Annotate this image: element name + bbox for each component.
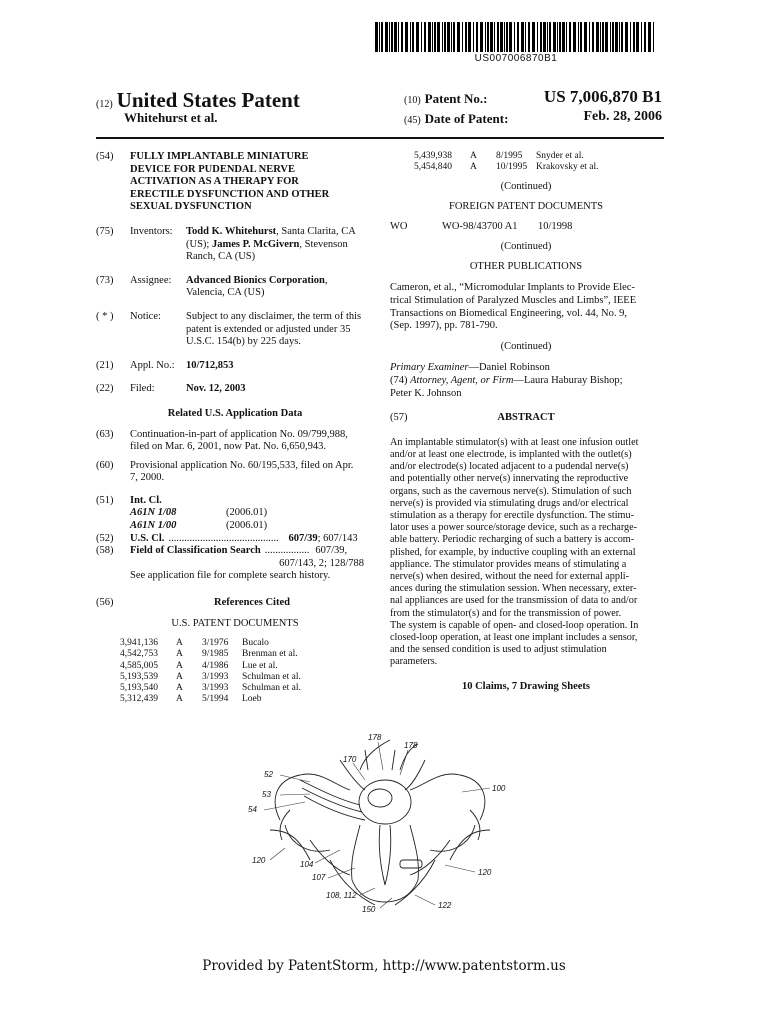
barcode-bar	[559, 22, 561, 52]
ref-date: 8/1995	[496, 151, 523, 161]
examiner-name: —Daniel Robinson	[468, 362, 550, 374]
barcode-number: US007006870B1	[474, 53, 558, 64]
barcode-bar	[584, 22, 587, 52]
barcode-bar	[494, 22, 495, 52]
ref-name: Brenman et al.	[242, 649, 298, 660]
barcode-bar	[485, 22, 486, 52]
us-cl-main: 607/39	[288, 532, 318, 544]
abstract-line: The system is capable of open- and closed-loop operation. In	[390, 619, 639, 631]
barcode-bar	[615, 22, 618, 52]
barcode-bar	[547, 22, 548, 52]
title-line: SEXUAL DYSFUNCTION	[130, 201, 252, 213]
barcode-bar	[630, 22, 631, 52]
barcode-bar	[641, 22, 642, 52]
attorney-name: —Laura Haburay Bishop;	[513, 374, 623, 386]
abstract-line: and the sensed condition is used to adjust stimulation	[390, 644, 607, 656]
ref-name: Schulman et al.	[242, 683, 301, 694]
int-cl-row	[96, 520, 374, 533]
barcode-bar	[553, 22, 556, 52]
fig-label: 178	[404, 741, 418, 750]
field-ref: (58)	[96, 545, 114, 557]
continuation-line: filed on Mar. 6, 2001, now Pat. No. 6,650,943.	[130, 441, 326, 453]
field-note: See application file for complete search history.	[130, 570, 331, 582]
inventor-name: James P. McGivern	[211, 238, 300, 250]
barcode-bar	[549, 22, 551, 52]
title-line: ACTIVATION AS A THERAPY FOR	[130, 176, 299, 188]
barcode-bar	[517, 22, 519, 52]
continued-note: (Continued)	[500, 241, 552, 253]
ref-name: Snyder et al.	[536, 151, 584, 161]
reference-row	[414, 151, 662, 162]
continuation-line: Continuation-in-part of application No. 09/799,988,	[130, 428, 348, 440]
foreign-reference-row	[390, 221, 662, 234]
ref-number: 4,585,005	[120, 660, 158, 671]
fig-label: 54	[248, 805, 257, 814]
barcode-bar	[447, 22, 450, 52]
title-ref: (54)	[96, 151, 114, 162]
barcode-bar	[428, 22, 431, 52]
barcode-bar	[398, 22, 399, 52]
barcode-bar	[401, 22, 403, 52]
continued-note: (Continued)	[500, 340, 552, 352]
notice-line: Subject to any disclaimer, the term of this	[186, 310, 362, 322]
abstract-ref: (57)	[390, 412, 408, 424]
barcode-bar	[504, 22, 505, 52]
fig-label: 52	[264, 770, 273, 779]
ref-name: Loeb	[242, 694, 262, 705]
ref-name: Lue et al.	[242, 660, 278, 671]
barcode-bar	[490, 22, 493, 52]
patent-date: Feb. 28, 2006	[583, 109, 662, 124]
abstract-line: from the stimulator(s) and for the transmission of power.	[390, 607, 622, 619]
fig-label: 170	[343, 755, 357, 764]
barcode-bar	[468, 22, 471, 52]
us-cl-dots: ..........................................	[168, 532, 279, 544]
barcode-bar	[389, 22, 390, 52]
continuation-section	[96, 429, 374, 454]
barcode-bar	[528, 22, 530, 52]
reference-row	[414, 162, 662, 173]
patent-kind-title: United States Patent	[116, 88, 300, 112]
us-references-continued	[390, 151, 662, 173]
notice-label: Notice:	[130, 310, 161, 322]
references-section	[96, 597, 374, 610]
barcode-bar	[633, 22, 635, 52]
barcode-bar	[437, 22, 440, 52]
field-value: 607/39,	[315, 545, 348, 557]
int-cl-version: (2006.01)	[226, 507, 268, 519]
foreign-date: 10/1998	[538, 220, 573, 232]
application-number-section	[96, 360, 374, 373]
ref-number: 5,312,439	[120, 694, 158, 705]
barcode-bar	[605, 22, 608, 52]
filed-label: Filed:	[130, 383, 155, 395]
barcode-bar	[421, 22, 422, 52]
field-dots: .................	[264, 545, 310, 557]
continued-note: (Continued)	[500, 181, 552, 193]
ref-name: Krakovsky et al.	[536, 162, 599, 173]
inventor-country: (US);	[186, 238, 212, 250]
patent-no-ref: (10)	[404, 95, 421, 106]
ref-kind: A	[176, 638, 183, 649]
barcode-bar	[540, 22, 542, 52]
inventor-location: Ranch, CA (US)	[186, 251, 256, 263]
title-line: FULLY IMPLANTABLE MINIATURE	[130, 151, 309, 162]
inventors-section	[96, 226, 374, 264]
fig-label: 53	[262, 790, 271, 799]
ref-name: Schulman et al.	[242, 671, 301, 682]
ref-number: 3,941,136	[120, 638, 158, 649]
abstract-line: closed-loop operation, at least one implant includes a sensor,	[390, 631, 638, 643]
ref-name: Bucalo	[242, 638, 269, 649]
abstract-line: and potentially other nerve(s) innervating the reproductive	[390, 473, 629, 485]
barcode-bar	[497, 22, 499, 52]
ref-kind: A	[470, 162, 477, 173]
barcode-bar	[521, 22, 524, 52]
barcode-bar	[385, 22, 388, 52]
publication-line: (Sep. 1997), pp. 781-790.	[390, 320, 498, 332]
inventors-list	[186, 226, 356, 264]
publication-line: trical Stimulation of Paralyzed Muscles and Limbs”, IEEE	[390, 294, 637, 306]
appl-ref: (21)	[96, 359, 114, 371]
barcode-bar	[589, 22, 590, 52]
provisional-line: Provisional application No. 60/195,533, filed on Apr.	[130, 459, 354, 471]
fig-label: 108, 112	[326, 891, 357, 900]
leader-lines	[264, 742, 490, 908]
application-number: 10/712,853	[186, 359, 234, 371]
barcode-bar	[562, 22, 565, 52]
attorney-ref: (74)	[390, 374, 408, 386]
provisional-section	[96, 460, 374, 485]
barcode-bar	[432, 22, 433, 52]
barcode-bar	[391, 22, 393, 52]
inventor-name: Todd K. Whitehurst	[186, 225, 277, 237]
int-cl-section	[96, 495, 374, 508]
right-column	[390, 151, 662, 693]
barcode-bar	[412, 22, 414, 52]
title-line: ERECTILE DYSFUNCTION AND OTHER	[130, 188, 330, 200]
examiner-line	[390, 362, 662, 375]
barcode-bar	[596, 22, 599, 52]
inventor-location: , Santa Clarita, CA	[276, 225, 356, 237]
ref-kind: A	[176, 660, 183, 671]
fig-label: 104	[300, 860, 314, 869]
notice-ref: ( * )	[96, 310, 114, 322]
foreign-docs-heading: FOREIGN PATENT DOCUMENTS	[448, 201, 604, 212]
barcode-bar	[578, 22, 579, 52]
ref-number: 5,193,539	[120, 671, 158, 682]
inventors-label: Inventors:	[130, 225, 173, 237]
ref-kind: A	[176, 694, 183, 705]
assignee-comma: ,	[324, 274, 328, 286]
foreign-country: WO	[390, 220, 408, 232]
ref-date: 4/1986	[202, 660, 229, 671]
abstract-line: An implantable stimulator(s) with at least one infusion outlet	[390, 436, 639, 448]
filed-date: Nov. 12, 2003	[186, 383, 246, 395]
abstract-line: ances during the stimulation session. When necessary, exter-	[390, 583, 637, 595]
filed-section	[96, 383, 374, 396]
footer-attribution: Provided by PatentStorm, http://www.patentstorm.us	[202, 958, 566, 974]
filed-ref: (22)	[96, 383, 114, 395]
barcode-bar	[476, 22, 478, 52]
continuation-ref: (63)	[96, 428, 114, 440]
us-cl-section	[96, 533, 374, 546]
abstract-line: nerve(s) when desired, without the need for external appli-	[390, 570, 630, 582]
abstract-line: nerve(s) is provided via stimulating drugs and/or electrical	[390, 497, 629, 509]
barcode-bar	[602, 22, 604, 52]
barcode-bar	[375, 22, 378, 52]
barcode-bar	[610, 22, 611, 52]
barcode-bar	[416, 22, 419, 52]
ref-date: 9/1985	[202, 649, 229, 660]
abstract-line: appliance. The stimulator provides means of stimulating a	[390, 558, 627, 570]
barcode-bar	[573, 22, 576, 52]
publication-line: Cameron, et al., “Micromodular Implants to Provide Elec-	[390, 282, 635, 294]
kind-ref: (12)	[96, 99, 113, 110]
us-references-list	[96, 638, 374, 705]
barcode-bar	[442, 22, 443, 52]
barcode-bar	[480, 22, 483, 52]
barcode-bar	[644, 22, 646, 52]
provisional-ref: (60)	[96, 459, 114, 471]
patent-date-line	[404, 110, 662, 128]
provisional-line: 7, 2000.	[130, 472, 165, 484]
other-publications-heading: OTHER PUBLICATIONS	[469, 260, 583, 272]
barcode-bar	[500, 22, 503, 52]
header-rule	[96, 137, 664, 139]
barcode-bar	[453, 22, 455, 52]
barcode-bar	[537, 22, 538, 52]
abstract-line: lator uses a power source/storage device, such as a recharge-	[390, 522, 638, 534]
us-cl-rest: ; 607/143	[317, 532, 358, 544]
reference-row	[120, 672, 374, 683]
fig-label: 120	[478, 868, 492, 877]
anatomical-figure	[240, 730, 520, 920]
barcode-bar	[506, 22, 508, 52]
barcode-bar	[653, 22, 654, 52]
barcode-image	[375, 22, 657, 52]
int-cl-row	[96, 507, 374, 520]
abstract-line: nal appliances are used for the transmission of data to and/or	[390, 595, 638, 607]
barcode-bar	[525, 22, 526, 52]
ref-kind: A	[176, 671, 183, 682]
title-section	[96, 151, 374, 214]
assignee-name: Advanced Bionics Corporation	[186, 274, 325, 286]
ref-date: 3/1993	[202, 683, 229, 694]
field-search-section	[96, 545, 374, 558]
int-cl-label: Int. Cl.	[130, 494, 162, 506]
us-cl-label: U.S. Cl.	[130, 532, 165, 544]
reference-row	[120, 683, 374, 694]
publication-line: Transactions on Biomedical Engineering, vol. 44, No. 9,	[390, 307, 627, 319]
abstract-line: parameters.	[390, 656, 438, 668]
ref-date: 3/1993	[202, 671, 229, 682]
abstract-heading: ABSTRACT	[497, 412, 555, 424]
field-label: Field of Classification Search	[130, 545, 261, 557]
abstract-line: organs, such as the cavernous nerve(s). Stimulation of such	[390, 485, 632, 497]
ref-number: 4,542,753	[120, 649, 158, 660]
abstract-line: able battery. Periodic recharging of such a battery is accom-	[390, 534, 635, 546]
figure-drawing	[270, 740, 490, 905]
attorney-label: Attorney, Agent, or Firm	[410, 374, 514, 386]
barcode-bar	[636, 22, 639, 52]
appl-label: Appl. No.:	[130, 359, 175, 371]
barcode-bar	[580, 22, 582, 52]
barcode-bar	[619, 22, 620, 52]
us-docs-heading: U.S. PATENT DOCUMENTS	[171, 617, 299, 629]
fig-label: 120	[252, 856, 266, 865]
barcode-bar	[509, 22, 512, 52]
assignee-ref: (73)	[96, 274, 114, 286]
related-data-heading: Related U.S. Application Data	[167, 407, 303, 419]
invention-title	[130, 151, 329, 214]
int-cl-version: (2006.01)	[226, 520, 268, 532]
references-heading: References Cited	[214, 597, 290, 609]
barcode-bar	[462, 22, 463, 52]
int-cl-code: A61N 1/00	[130, 520, 177, 532]
barcode-bar	[569, 22, 571, 52]
ref-date: 3/1976	[202, 638, 229, 649]
figure-labels	[248, 733, 506, 914]
assignee-section	[96, 275, 374, 300]
assignee-location: Valencia, CA (US)	[186, 287, 265, 299]
ref-number: 5,439,938	[414, 151, 452, 161]
abstract-line: and/or at least one electrode, is implanted with the outlet(s)	[390, 448, 632, 460]
barcode-bar	[379, 22, 380, 52]
ref-date: 5/1994	[202, 694, 229, 705]
patent-number-line	[404, 87, 662, 108]
barcode-bar	[424, 22, 426, 52]
notice-section	[96, 311, 374, 349]
ref-kind: A	[176, 649, 183, 660]
reference-row	[120, 694, 374, 705]
title-line: DEVICE FOR PUDENDAL NERVE	[130, 163, 296, 175]
barcode-bar	[444, 22, 446, 52]
barcode-bar	[600, 22, 601, 52]
claims-summary: 10 Claims, 7 Drawing Sheets	[461, 680, 591, 692]
inventor-location: , Stevenson	[299, 238, 348, 250]
reference-row	[120, 649, 374, 660]
barcode-bar	[381, 22, 383, 52]
ref-number: 5,193,540	[120, 683, 158, 694]
abstract-line: and/or electrode(s) located adjacent to a pudendal nerve(s)	[390, 461, 629, 473]
attorney-line	[390, 375, 662, 388]
examiner-label: Primary Examiner	[390, 362, 469, 374]
ref-date: 10/1995	[496, 162, 528, 173]
barcode-bar	[457, 22, 460, 52]
abstract-line: plished, for example, by inductive coupling with an external	[390, 546, 636, 558]
barcode-bar	[405, 22, 408, 52]
fig-label: 178	[368, 733, 382, 742]
abstract-text	[390, 437, 662, 669]
int-cl-code: A61N 1/08	[130, 507, 177, 519]
barcode-bar	[451, 22, 452, 52]
fig-label: 150	[362, 905, 376, 914]
notice-line: patent is extended or adjusted under 35	[186, 323, 351, 335]
refs-ref: (56)	[96, 597, 114, 609]
barcode-bar	[465, 22, 467, 52]
barcode-bar	[543, 22, 546, 52]
barcode-bar	[625, 22, 628, 52]
patent-number: US 7,006,870 B1	[543, 87, 662, 106]
fig-label: 122	[438, 901, 452, 910]
fig-label: 100	[492, 784, 506, 793]
notice-line: U.S.C. 154(b) by 225 days.	[186, 336, 301, 348]
barcode-bar	[514, 22, 515, 52]
left-column	[96, 151, 374, 705]
barcode-bar	[612, 22, 614, 52]
abstract-line: stimulation as a therapy for erectile dysfunction. The stimu-	[390, 509, 634, 521]
barcode-bar	[487, 22, 489, 52]
ref-kind: A	[470, 151, 477, 161]
assignee-label: Assignee:	[130, 274, 172, 286]
inventors-ref: (75)	[96, 225, 114, 237]
barcode-bar	[434, 22, 436, 52]
reference-row	[120, 638, 374, 649]
barcode-bar	[566, 22, 567, 52]
barcode-bar	[592, 22, 594, 52]
date-ref: (45)	[404, 115, 421, 126]
reference-row	[120, 661, 374, 672]
date-label: Date of Patent:	[424, 111, 509, 126]
ref-kind: A	[176, 683, 183, 694]
barcode-bar	[532, 22, 535, 52]
barcode-bar	[394, 22, 397, 52]
int-cl-ref: (51)	[96, 494, 114, 506]
other-publication	[390, 282, 662, 332]
barcode-bar	[648, 22, 651, 52]
inventors-short: Whitehurst et al.	[124, 110, 218, 125]
foreign-number: WO-98/43700 A1	[442, 220, 518, 232]
barcode-bar	[473, 22, 474, 52]
patent-no-label: Patent No.:	[424, 91, 488, 106]
barcode-bar	[410, 22, 411, 52]
fig-label: 107	[312, 873, 326, 882]
barcode-bar	[621, 22, 623, 52]
field-value-line2: 607/143, 2; 128/788	[279, 557, 364, 569]
abstract-heading-row	[390, 412, 662, 425]
ref-number: 5,454,840	[414, 162, 452, 173]
barcode-bar	[557, 22, 558, 52]
us-cl-ref: (52)	[96, 532, 114, 544]
attorney-line2: Peter K. Johnson	[390, 387, 462, 399]
